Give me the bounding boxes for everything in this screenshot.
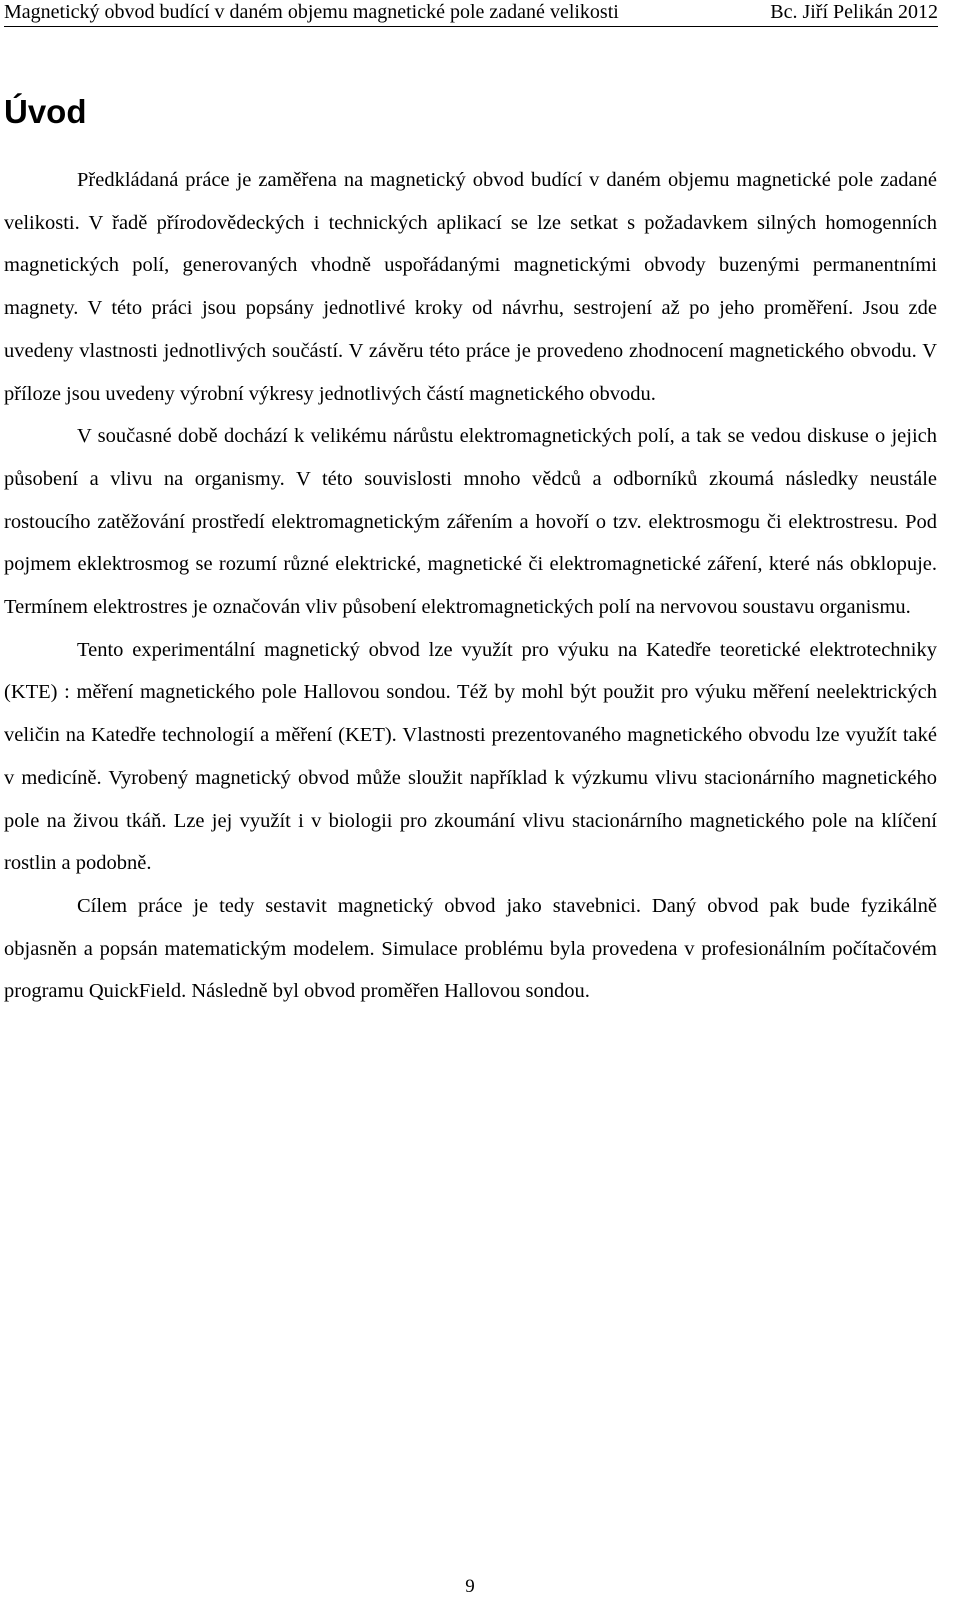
header-author-year: Bc. Jiří Pelikán 2012 bbox=[770, 1, 938, 23]
paragraph-4: Cílem práce je tedy sestavit magnetický obvod jako stavebnici. Daný obvod pak bude fyzikálně objasněn a popsán matematickým modelem. Simulace problému byla provedena v profesionálním počítačovém programu QuickField. Následně byl obvod proměřen Hallovou sondou. bbox=[4, 894, 937, 1003]
paragraph-3: Tento experimentální magnetický obvod lze využít pro výuku na Katedře teoretické elektrotechniky (KTE) : měření magnetického pole Hallovou sondou. Též by mohl být použit pro výuku měření neelektrických veličin na Katedře technologií a měření (KET). Vlastnosti prezentovaného magnetického obvodu lze využít také v medicíně. Vyrobený magnetický obvod může sloužit například k výzkumu vlivu stacionárního magnetického pole na živou tkáň. Lze jej využít i v biologii pro zkoumání vlivu stacionárního magnetického pole na klíčení rostlin a podobně. bbox=[4, 638, 937, 875]
page-number: 9 bbox=[465, 1576, 475, 1597]
paragraph-2: V současné době dochází k velikému nárůstu elektromagnetických polí, a tak se vedou diskuse o jejich působení a vlivu na organismy. V této souvislosti mnoho vědců a odborníků zkoumá následky neustále rostoucího zatěžování prostředí elektromagnetickým zářením a hovoří o tzv. elektrosmogu či elektrostresu. Pod pojmem eklektrosmog se rozumí různé elektrické, magnetické či elektromagnetické záření, které nás obklopuje. Termínem elektrostres je označován vliv působení elektromagnetických polí na nervovou soustavu organismu. bbox=[4, 425, 937, 619]
header-thesis-title: Magnetický obvod budící v daném objemu magnetické pole zadané velikosti bbox=[4, 1, 619, 23]
paragraph-1: Předkládaná práce je zaměřena na magnetický obvod budící v daném objemu magnetické pole zadané velikosti. V řadě přírodovědeckých i technických aplikací se lze setkat s požadavkem silných homogenních magnetických polí, generovaných vhodně uspořádanými magnetickými obvody buzenými permanentními magnety. V této práci jsou popsány jednotlivé kroky od návrhu, sestrojení až po jeho proměření. Jsou zde uvedeny vlastnosti jednotlivých součástí. V závěru této práce je provedeno zhodnocení magnetického obvodu. V příloze jsou uvedeny výrobní výkresy jednotlivých částí magnetického obvodu. bbox=[4, 169, 937, 405]
body-text bbox=[4, 159, 937, 1013]
running-header bbox=[4, 0, 938, 27]
page-title: Úvod bbox=[4, 93, 87, 130]
